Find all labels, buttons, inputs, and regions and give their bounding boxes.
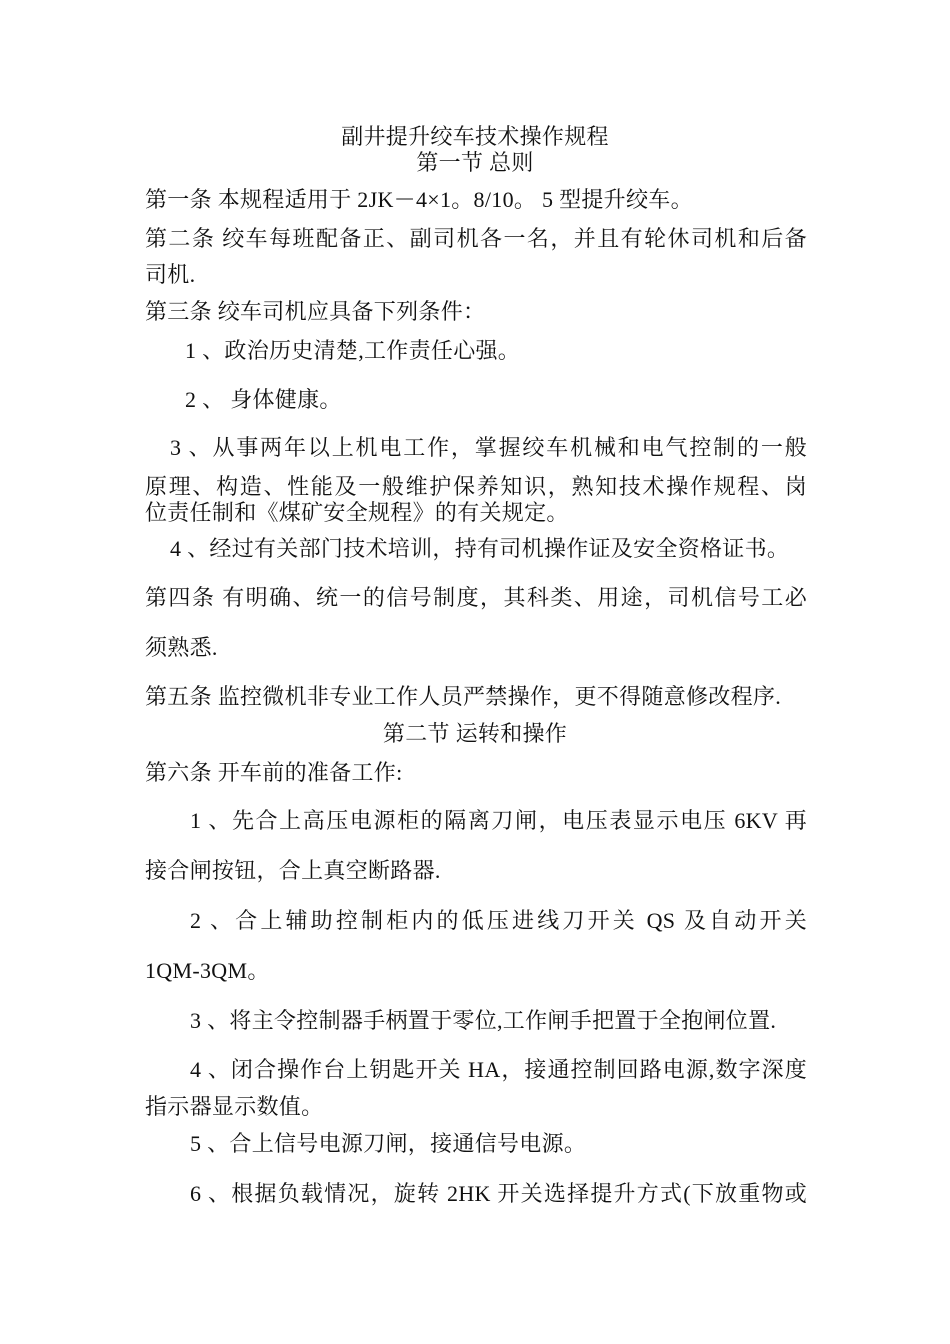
paragraph-line: 司机. <box>145 262 196 287</box>
list-item: 3 、从事两年以上机电工作，掌握绞车机械和电气控制的一般 <box>170 435 807 460</box>
list-item: 2 、合上辅助控制柜内的低压进线刀开关 QS 及自动开关 <box>190 908 807 933</box>
paragraph-line: 1QM-3QM。 <box>145 958 270 983</box>
list-item: 6 、根据负载情况，旋转 2HK 开关选择提升方式(下放重物或 <box>190 1181 807 1206</box>
section-heading-2: 第二节 运转和操作 <box>382 721 568 746</box>
paragraph-line: 须熟悉. <box>145 635 218 660</box>
list-item: 1 、政治历史清楚,工作责任心强。 <box>185 338 521 363</box>
paragraph-line: 第四条 有明确、统一的信号制度，其科类、用途，司机信号工必 <box>145 585 807 610</box>
list-item: 3 、将主令控制器手柄置于零位,工作闸手把置于全抱闸位置. <box>190 1008 777 1033</box>
list-item: 2 、 身体健康。 <box>185 387 342 412</box>
list-item: 4 、经过有关部门技术培训，持有司机操作证及安全资格证书。 <box>170 536 790 561</box>
paragraph-line: 指示器显示数值。 <box>145 1094 324 1119</box>
list-item: 5 、合上信号电源刀闸，接通信号电源。 <box>190 1131 587 1156</box>
paragraph-line: 第六条 开车前的准备工作: <box>145 760 403 785</box>
paragraph-line: 接合闸按钮，合上真空断路器. <box>145 858 441 883</box>
paragraph-line: 第五条 监控微机非专业工作人员严禁操作，更不得随意修改程序. <box>145 684 782 709</box>
list-item: 4 、闭合操作台上钥匙开关 HA，接通控制回路电源,数字深度 <box>190 1057 807 1082</box>
list-item: 1 、先合上高压电源柜的隔离刀闸，电压表显示电压 6KV 再 <box>190 808 807 833</box>
paragraph-line: 第三条 绞车司机应具备下列条件： <box>145 299 486 324</box>
paragraph-line: 原理、构造、性能及一般维护保养知识，熟知技术操作规程、岗 <box>145 474 807 499</box>
document-title: 副井提升绞车技术操作规程 <box>341 124 609 149</box>
paragraph-line: 第一条 本规程适用于 2JK－4×1。8/10。 5 型提升绞车。 <box>145 187 693 212</box>
paragraph-line: 位责任制和《煤矿安全规程》的有关规定。 <box>145 500 569 525</box>
section-heading-1: 第一节 总则 <box>416 150 534 175</box>
paragraph-line: 第二条 绞车每班配备正、副司机各一名，并且有轮休司机和后备 <box>145 226 807 251</box>
